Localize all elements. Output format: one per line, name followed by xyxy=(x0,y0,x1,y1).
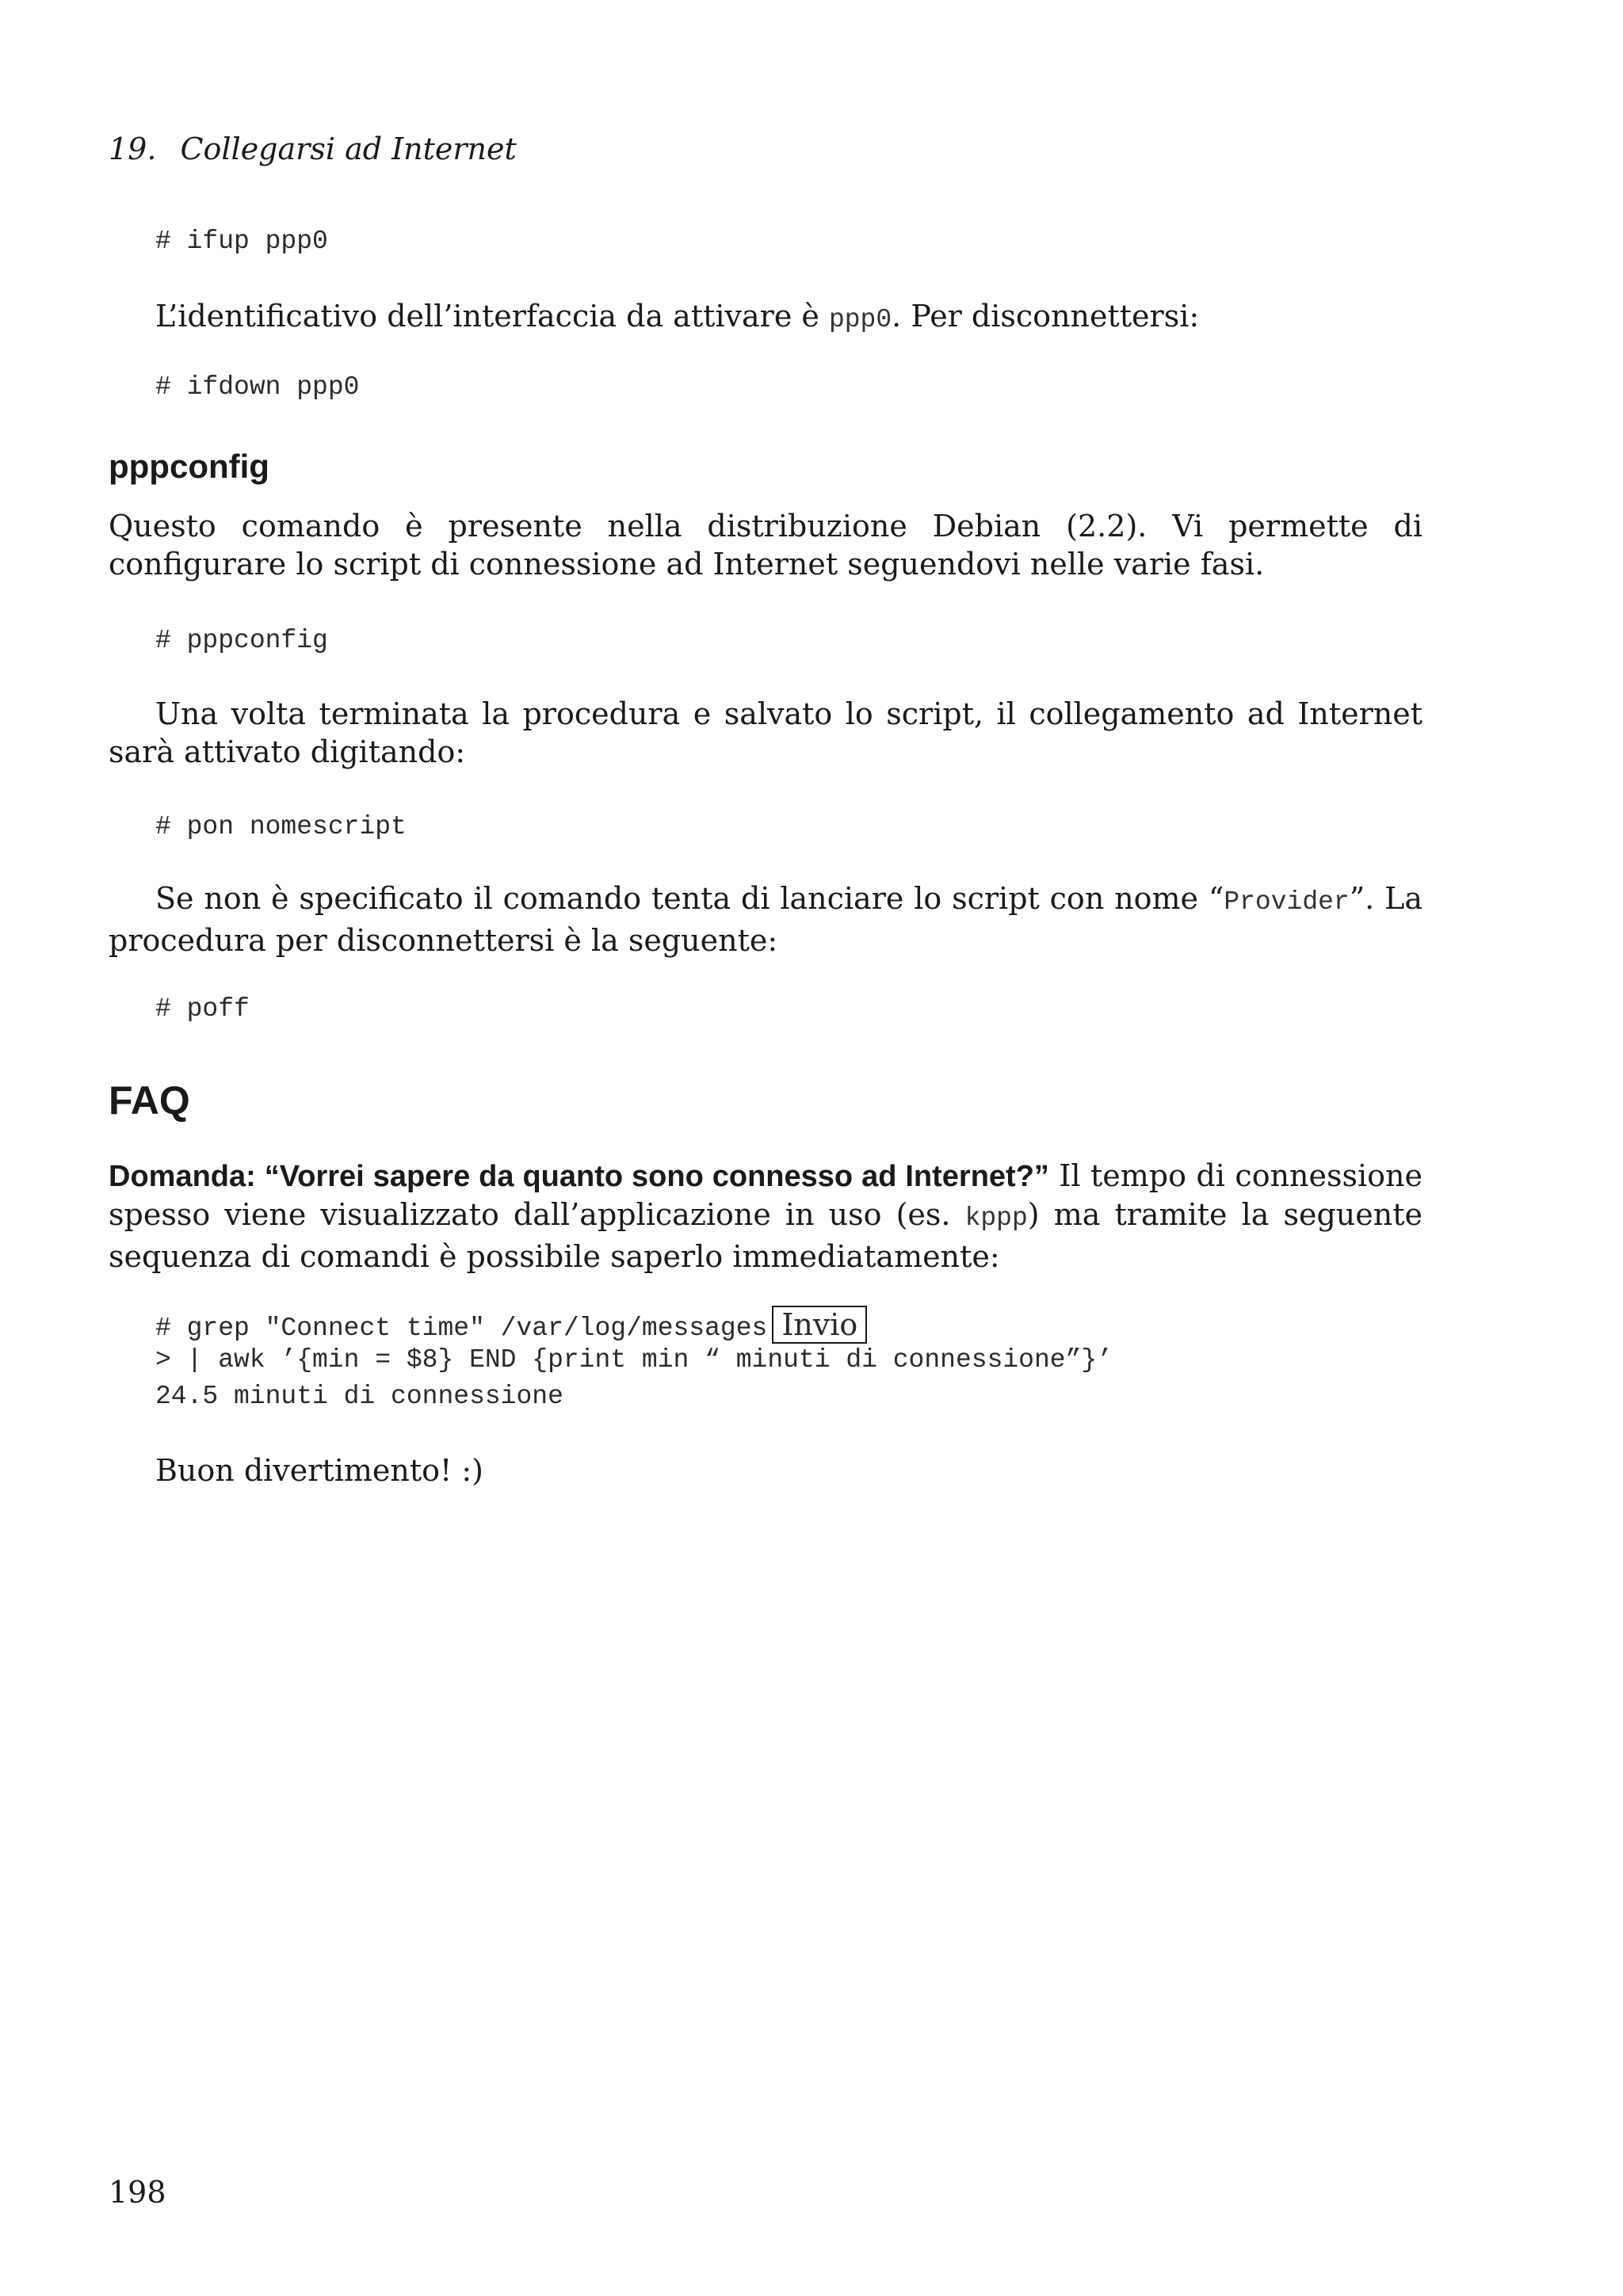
paragraph-closing: Buon divertimento! :) xyxy=(155,1453,483,1488)
provider-text-after: ”. La procedura per disconnettersi è la seguente: xyxy=(109,881,1423,958)
faq-answer-code: kppp xyxy=(964,1203,1028,1233)
command-pppconfig: # pppconfig xyxy=(155,626,328,655)
chapter-title: Collegarsi ad Internet xyxy=(180,132,517,166)
faq-answer-text-1: Il tempo di connessione spesso viene visualizzato dall’applicazione in uso (es. xyxy=(109,1158,1423,1232)
command-grep-line xyxy=(155,1306,867,1344)
interface-text-before: L’identificativo dell’interfaccia da attivare è xyxy=(155,299,829,334)
provider-text-before: Se non è specificato il comando tenta di lanciare lo script con nome “ xyxy=(155,881,1224,916)
enter-key-label: Invio xyxy=(772,1306,867,1344)
heading-faq: FAQ xyxy=(109,1078,190,1123)
running-head xyxy=(109,132,517,166)
command-poff: # poff xyxy=(155,994,250,1024)
interface-code: ppp0 xyxy=(828,305,892,334)
paragraph-interface xyxy=(155,297,1199,339)
faq-answer-text-2: ) ma tramite la seguente sequenza di comandi è possibile saperlo immediatamente: xyxy=(109,1197,1423,1274)
faq-entry xyxy=(109,1157,1423,1276)
paragraph-pppconfig-description: Questo comando è presente nella distribuzione Debian (2.2). Vi permette di configurare lo script di connessione ad Internet seguendovi nelle varie fasi. xyxy=(109,509,1423,582)
provider-code: Provider xyxy=(1224,887,1350,917)
command-ifup: # ifup ppp0 xyxy=(155,227,328,256)
page-number: 198 xyxy=(109,2175,166,2210)
command-pon: # pon nomescript xyxy=(155,812,407,841)
command-ifdown: # ifdown ppp0 xyxy=(155,372,360,402)
paragraph-provider xyxy=(109,879,1423,959)
command-awk-line: > | awk ’{min = $8} END {print min “ minuti di connessione”}’ xyxy=(155,1345,1113,1375)
faq-question: Domanda: “Vorrei sapere da quanto sono connesso ad Internet?” xyxy=(109,1160,1049,1193)
command-output-line: 24.5 minuti di connessione xyxy=(155,1382,563,1411)
grep-command-text: # grep "Connect time" /var/log/messages xyxy=(155,1314,768,1343)
heading-pppconfig: pppconfig xyxy=(109,448,269,485)
chapter-number: 19. xyxy=(109,132,157,166)
interface-text-after: . Per disconnettersi: xyxy=(892,299,1200,334)
paragraph-after-pppconfig: Una volta terminata la procedura e salvato lo script, il collegamento ad Internet sarà attivato digitando: xyxy=(109,696,1423,769)
